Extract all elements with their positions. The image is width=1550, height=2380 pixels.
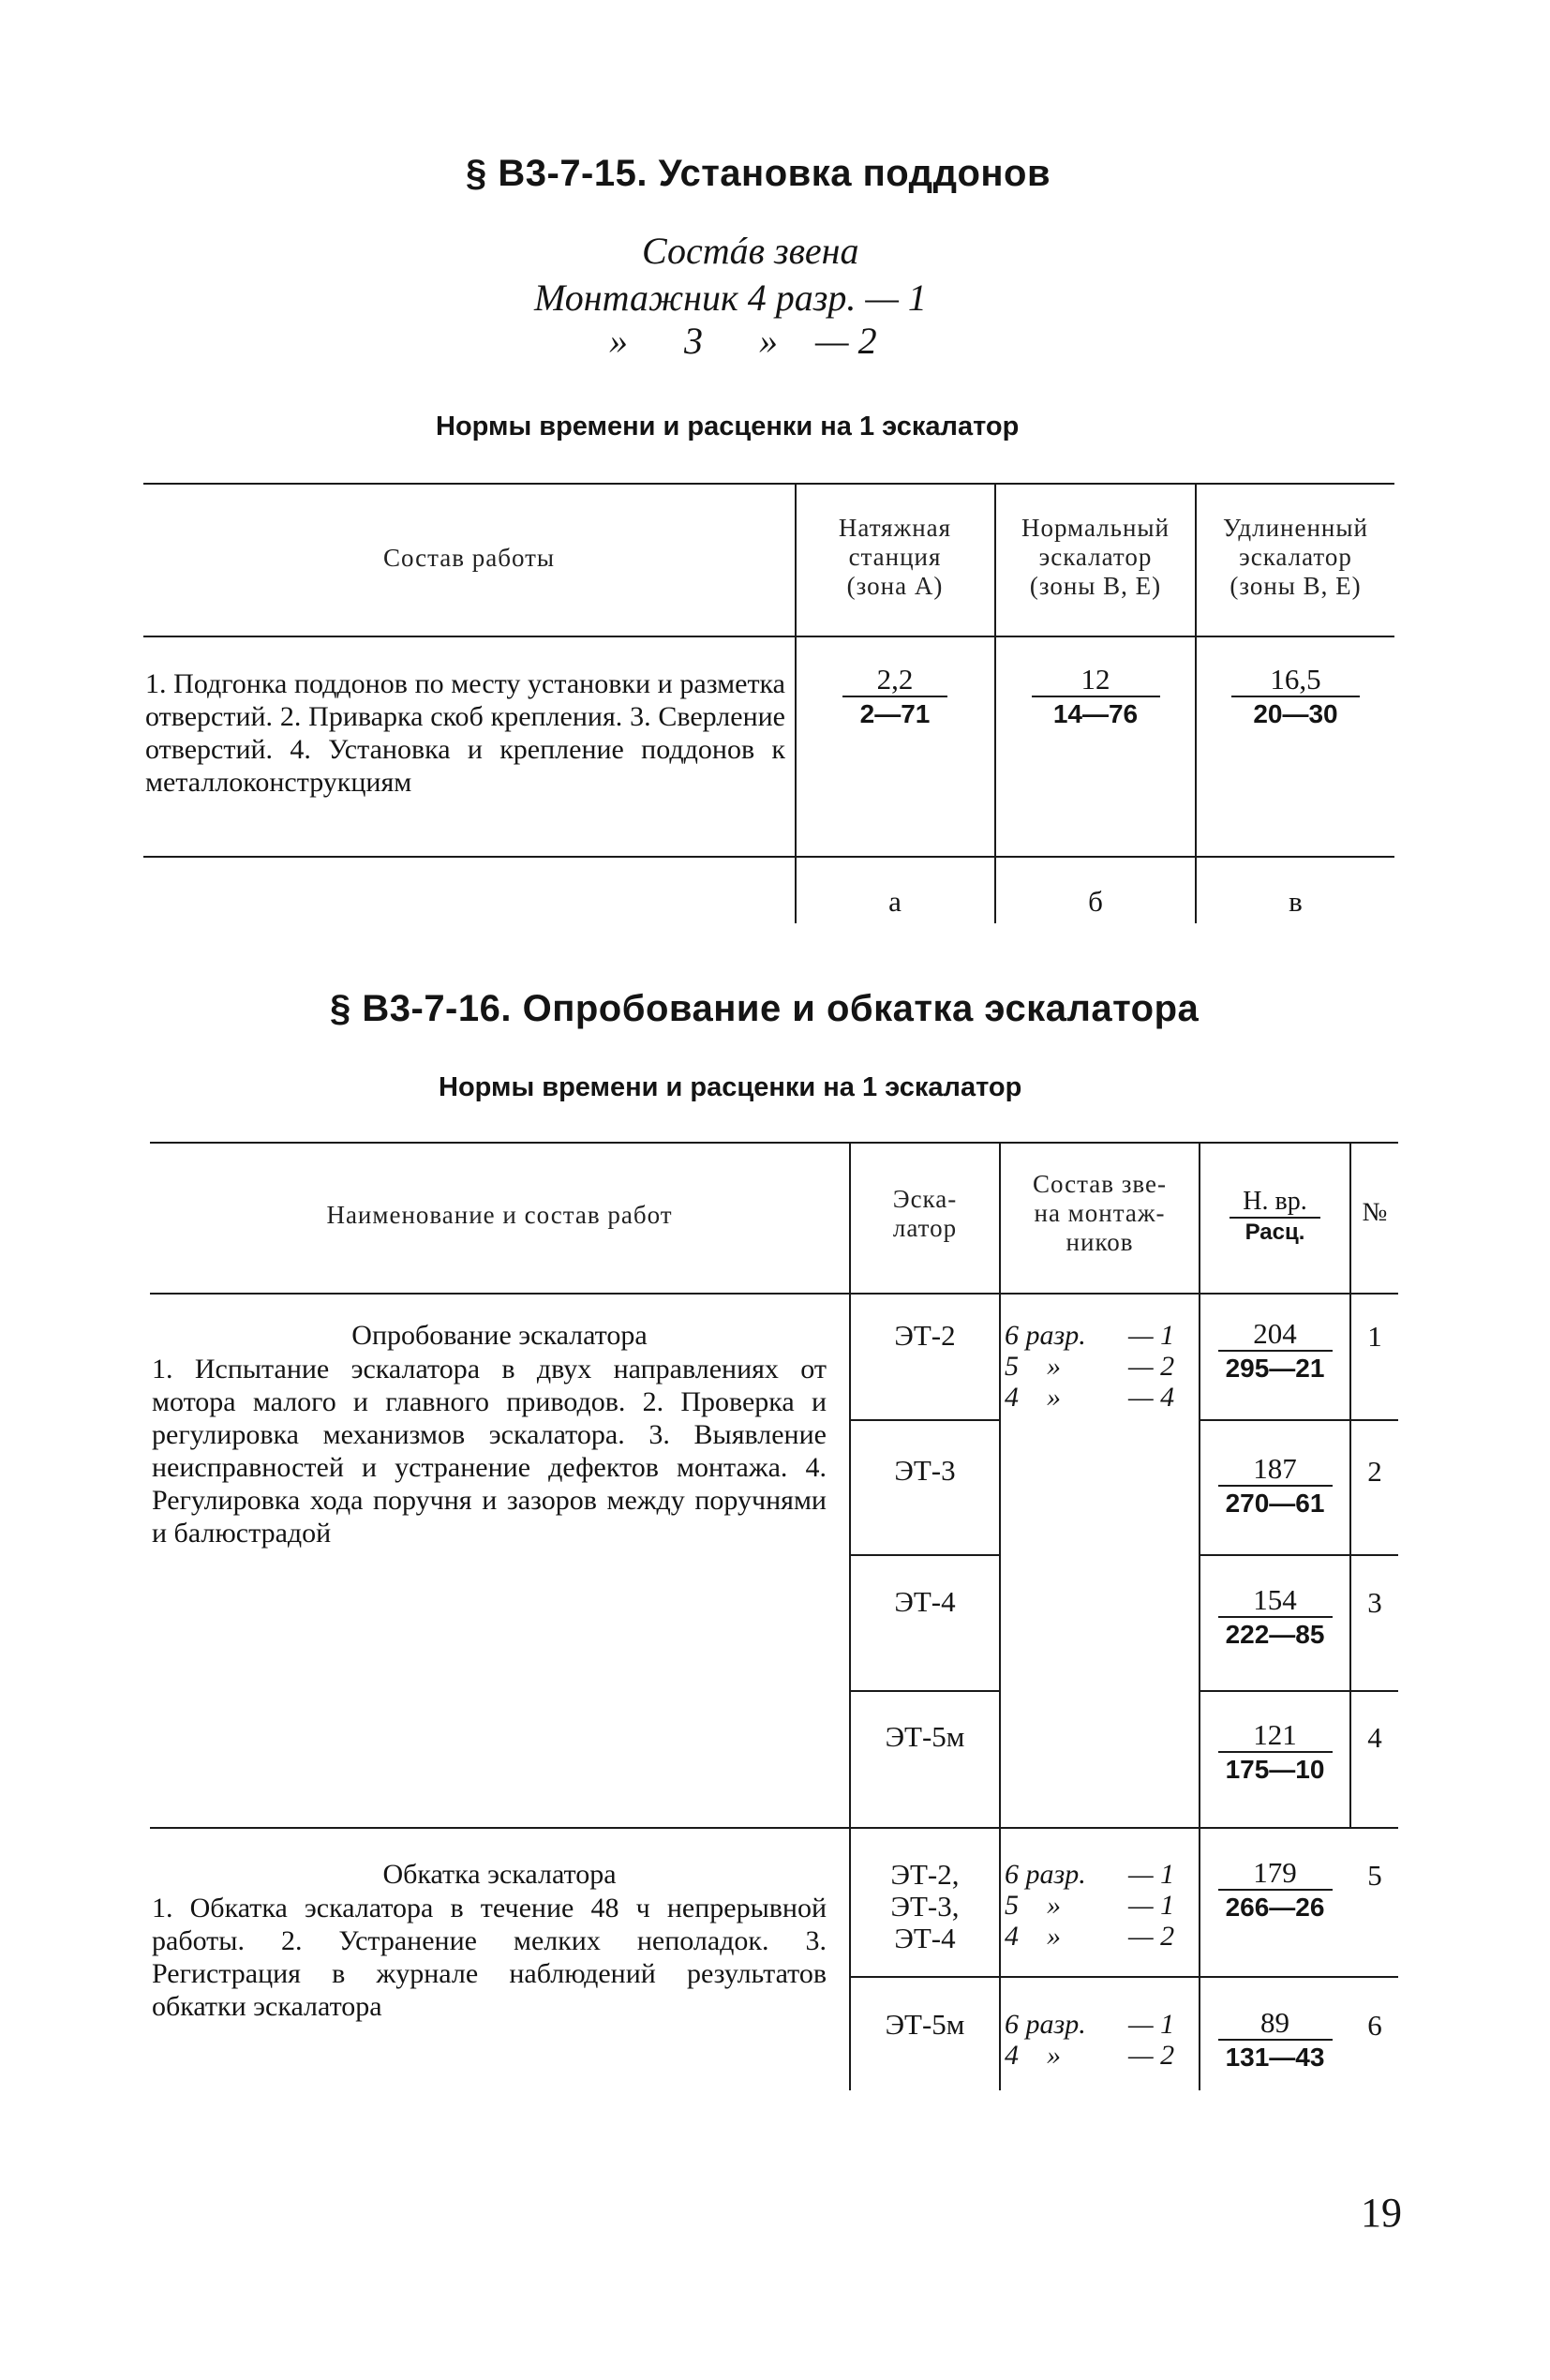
table1-col-letter-a: а <box>888 885 902 918</box>
row2-escalator: ЭТ-3 <box>894 1454 956 1487</box>
row5-crew: 6 разр. — 1 5 » — 1 4 » — 2 <box>1005 1859 1175 1952</box>
row3-number: 3 <box>1367 1586 1382 1619</box>
row1-escalator: ЭТ-2 <box>894 1319 956 1352</box>
table1-value-a: $\frac{2,2}{2—71}$ <box>797 664 993 731</box>
table2-row-rule-1 <box>849 1419 999 1421</box>
table2-row-rule-1b <box>1199 1419 1398 1421</box>
table1-col-letter-b: б <box>1088 885 1103 918</box>
row3-norm: $\frac{154}{222—85}$ <box>1200 1584 1349 1652</box>
table2-header-rule <box>150 1293 1398 1295</box>
norms-heading-1: Нормы времени и расценки на 1 эскалатор <box>436 412 1020 442</box>
table1-col-letter-c: в <box>1289 885 1303 918</box>
section-title-1: § В3-7-15. Установка поддонов <box>466 153 1051 194</box>
row4-escalator: ЭТ-5м <box>885 1720 965 1753</box>
table2-header-crew: Состав зве- на монтаж- ников <box>1032 1170 1167 1256</box>
row6-crew: 6 разр. — 1 4 » — 2 <box>1005 2009 1175 2071</box>
page-number: 19 <box>1361 2190 1402 2236</box>
table2-header-norms: Н. вр. Расц. <box>1200 1187 1349 1247</box>
row4-number: 4 <box>1367 1721 1382 1754</box>
table1-header-normal-escalator: Нормальный эскалатор (зоны В, Е) <box>1021 514 1170 600</box>
table2-top-rule <box>150 1142 1398 1144</box>
group2-name: Обкатка эскалатора <box>382 1859 617 1890</box>
crew-line-2: » 3 » — 2 <box>609 320 877 362</box>
table2-row-rule-2b <box>1199 1554 1398 1556</box>
table2-header-number: № <box>1362 1198 1388 1227</box>
table2-header-work: Наименование и состав работ <box>326 1201 673 1229</box>
table2-row-rule-3b <box>1199 1690 1398 1692</box>
row5-escalator: ЭТ-2, ЭТ-3, ЭТ-4 <box>890 1858 960 1954</box>
table2-divider-2 <box>999 1142 1001 2090</box>
norms-heading-2: Нормы времени и расценки на 1 эскалатор <box>439 1072 1022 1102</box>
table2-row-rule-3 <box>849 1690 999 1692</box>
row2-number: 2 <box>1367 1455 1382 1488</box>
section-title-2: § В3-7-16. Опробование и обкатка эскалатора <box>330 988 1200 1029</box>
crew-line-1: Монтажник 4 разр. — 1 <box>534 277 927 319</box>
row2-norm: $\frac{187}{270—61}$ <box>1200 1453 1349 1520</box>
crew-heading: Состáв звена <box>642 230 859 272</box>
table1-value-c: $\frac{16,5}{20—30}$ <box>1197 664 1394 731</box>
group2-description: 1. Обкатка эскалатора в течение 48 ч непрерывной работы. 2. Устранение мелких неполадок. 3. Регистрация в журнале наблюдений результатов обкатки эскалатора <box>152 1893 827 2022</box>
row6-number: 6 <box>1367 2009 1382 2042</box>
group1-crew: 6 разр. — 1 5 » — 2 4 » — 4 <box>1005 1320 1175 1413</box>
table2-header-escalator: Эска- латор <box>892 1185 958 1242</box>
row1-number: 1 <box>1367 1320 1382 1353</box>
table2-row-rule-5 <box>849 1976 1398 1978</box>
row4-norm: $\frac{121}{175—10}$ <box>1200 1719 1349 1787</box>
row3-escalator: ЭТ-4 <box>894 1585 956 1618</box>
table1-bottom-rule <box>143 856 1394 858</box>
row6-norm: $\frac{89}{131—43}$ <box>1200 2007 1349 2074</box>
table1-header-rule <box>143 636 1394 637</box>
group1-description: 1. Испытание эскалатора в двух направлениях от мотора малого и главного приводов. 2. Проверка и регулировка механизмов эскалатора. 3. Выявление неисправностей и устранение дефектов монтажа. 4. Регулировка хода поручня и зазоров между поручнями и балюстрадой <box>152 1354 827 1549</box>
table2-group-rule <box>150 1827 1398 1829</box>
table1-work-description: 1. Подгонка поддонов по месту установки и разметка отверстий. 2. Приварка скоб крепления. 3. Сверление отверстий. 4. Установка и крепление поддонов к металлоконструкциям <box>145 668 785 798</box>
table1-value-b: $\frac{12}{14—76}$ <box>996 664 1195 731</box>
group1-name: Опробование эскалатора <box>351 1320 648 1351</box>
table2-row-rule-2 <box>849 1554 999 1556</box>
table1-header-extended-escalator: Удлиненный эскалатор (зоны В, Е) <box>1223 514 1368 600</box>
table1-top-rule <box>143 483 1394 485</box>
row5-norm: $\frac{179}{266—26}$ <box>1200 1857 1349 1924</box>
row5-number: 5 <box>1367 1859 1382 1892</box>
table1-header-tension-station: Натяжная станция (зона А) <box>838 514 952 600</box>
table1-header-work: Состав работы <box>382 544 556 572</box>
row1-norm: $\frac{204}{295—21}$ <box>1200 1318 1349 1385</box>
row6-escalator: ЭТ-5м <box>885 2008 965 2041</box>
